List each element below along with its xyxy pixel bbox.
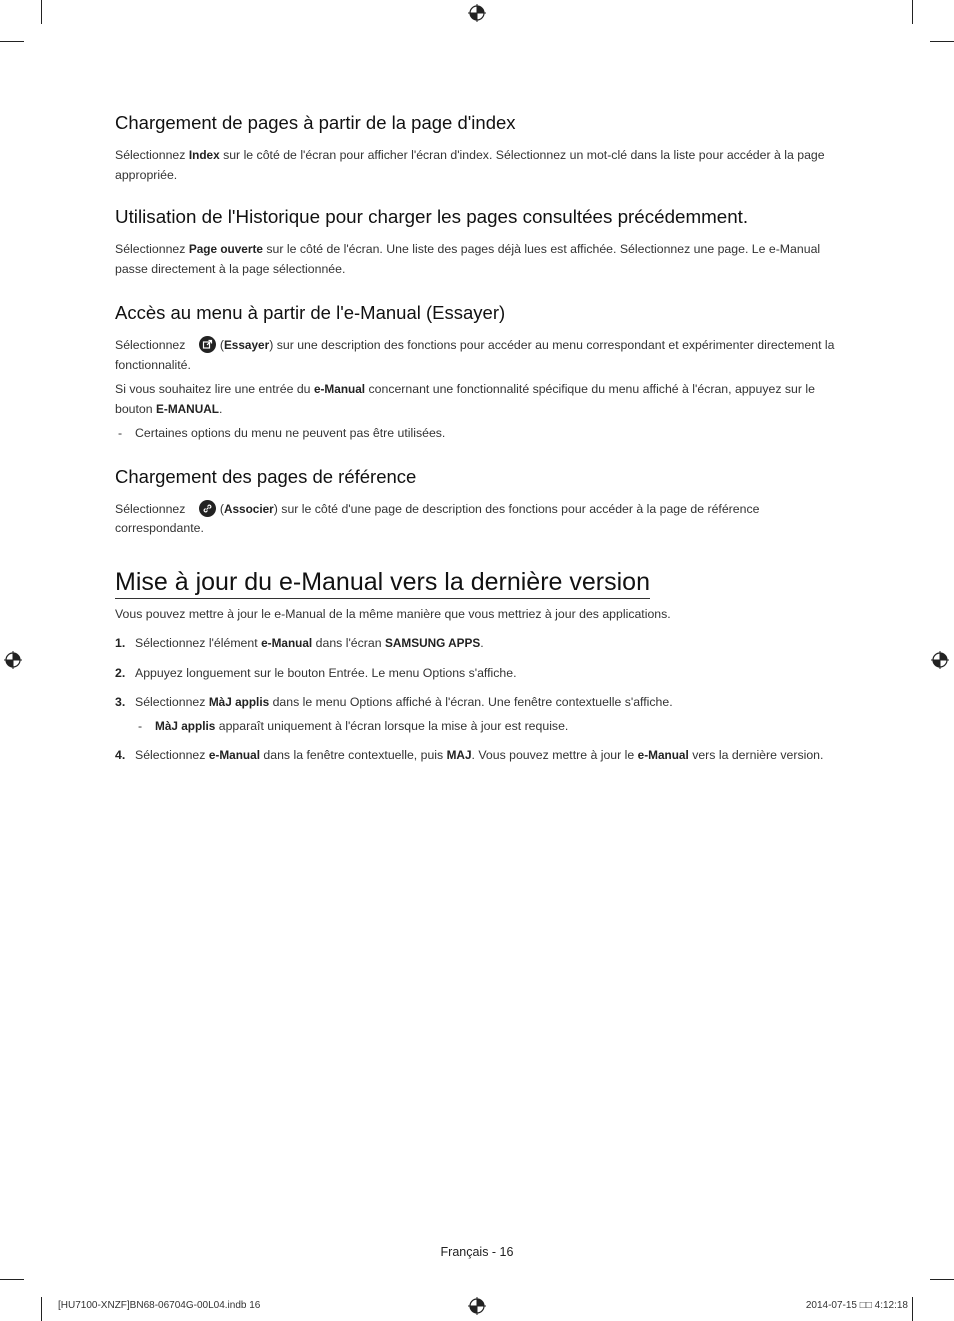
text: sur le côté de l'écran pour afficher l'écran d'index. Sélectionnez un mot-clé dans la liste pour accéder à la page appropriée.	[115, 148, 825, 182]
text: sur le côté de l'écran. Une liste des pages déjà lues est affichée. Sélectionnez une page. Le e-Manual passe directement à la page sélectionnée.	[115, 242, 821, 276]
crop-mark	[41, 0, 42, 24]
section-body-try-2	[115, 380, 835, 419]
maj-applis-term: MàJ applis	[208, 695, 270, 709]
section-title-index: Chargement de pages à partir de la page d'index	[115, 112, 516, 133]
text: dans le menu Options affiché à l'écran. Une fenêtre contextuelle s'affiche.	[269, 695, 673, 709]
text: Sélectionnez l'élément	[135, 636, 262, 650]
step-item	[115, 664, 835, 684]
text: Sélectionnez	[135, 695, 209, 709]
e-manual-term: e-Manual	[208, 748, 260, 762]
note-text: apparaît uniquement à l'écran lorsque la mise à jour est requise.	[215, 718, 569, 733]
step-item	[115, 693, 835, 736]
registration-mark-icon	[931, 651, 949, 669]
steps-list	[115, 634, 835, 766]
step-item	[115, 746, 835, 766]
registration-mark-icon	[468, 4, 486, 22]
text: Sélectionnez	[115, 148, 189, 162]
main-title: Mise à jour du e-Manual vers la dernière version	[115, 567, 650, 599]
link-icon	[199, 500, 216, 517]
step-number: 3.	[115, 695, 126, 709]
text: . Vous pouvez mettre à jour le	[471, 748, 638, 762]
note	[115, 424, 835, 444]
step-item	[115, 634, 835, 654]
section-title-try: Accès au menu à partir de l'e-Manual (Essayer)	[115, 302, 506, 323]
maj-applis-term: MàJ applis	[155, 718, 216, 733]
step-number: 4.	[115, 748, 126, 762]
text: Sélectionnez	[115, 501, 186, 516]
samsung-apps-term: SAMSUNG APPS	[384, 636, 481, 650]
crop-mark	[912, 1297, 913, 1321]
main-intro: Vous pouvez mettre à jour le e-Manual de la même manière que vous mettriez à jour des applications.	[115, 606, 671, 621]
section-title-reference: Chargement des pages de référence	[115, 465, 417, 487]
crop-mark	[0, 41, 24, 42]
text: Sélectionnez	[135, 748, 209, 762]
text: (	[216, 501, 224, 516]
page-content	[115, 110, 835, 766]
essayer-term: Essayer	[223, 338, 270, 352]
file-slug: [HU7100-XNZF]BN68-06704G-00L04.indb 16	[58, 1300, 261, 1311]
crop-mark	[930, 41, 954, 42]
text: Sélectionnez	[115, 242, 189, 256]
text: Sélectionnez	[115, 338, 186, 352]
main-title-wrap	[115, 567, 835, 599]
crop-mark	[912, 0, 913, 24]
e-manual-term: e-Manual	[261, 636, 313, 650]
e-manual-term: e-Manual	[313, 382, 366, 396]
section-body-reference	[115, 500, 835, 539]
text: Appuyez longuement sur le bouton Entrée. Le menu Options s'affiche.	[135, 665, 517, 680]
index-term: Index	[188, 148, 220, 162]
step-number: 2.	[115, 665, 126, 680]
section-body-history	[115, 240, 835, 279]
text: (	[216, 338, 224, 352]
text: dans la fenêtre contextuelle, puis	[259, 748, 447, 762]
text: Si vous souhaitez lire une entrée du	[115, 382, 314, 396]
text: concernant une fonctionnalité spécifique du menu affiché à l'écran, appuyez sur le bouton	[115, 382, 815, 416]
step-number: 1.	[115, 636, 126, 650]
section-title-history: Utilisation de l'Historique pour charger les pages consultées précédemment.	[115, 206, 749, 227]
text: ) sur une description des fonctions pour accéder au menu correspondant et expérimenter directement la fonctionnalité.	[115, 338, 835, 372]
crop-mark	[0, 1279, 24, 1280]
crop-mark	[930, 1279, 954, 1280]
registration-mark-icon	[4, 651, 22, 669]
e-manual-button-term: E-MANUAL	[156, 401, 219, 416]
crop-mark	[41, 1297, 42, 1321]
try-now-icon	[199, 336, 216, 353]
note-text: Certaines options du menu ne peuvent pas être utilisées.	[135, 426, 446, 440]
associer-term: Associer	[223, 501, 274, 516]
text: .	[480, 636, 484, 650]
note-dash: -	[118, 426, 123, 440]
step-note	[135, 717, 835, 737]
text: vers la dernière version.	[688, 748, 824, 762]
date-slug: 2014-07-15 □□ 4:12:18	[805, 1300, 908, 1311]
section-body-index	[115, 146, 835, 185]
note-dash: -	[138, 718, 143, 733]
registration-mark-icon	[468, 1297, 486, 1315]
text: .	[218, 401, 223, 416]
text: ) sur le côté d'une page de description des fonctions pour accéder à la page de référence correspondante.	[115, 501, 760, 535]
text: dans l'écran	[312, 636, 385, 650]
maj-term: MAJ	[446, 748, 472, 762]
page-ouverte-term: Page ouverte	[188, 242, 263, 256]
page-number: Français - 16	[440, 1245, 514, 1259]
section-body-try	[115, 336, 835, 375]
e-manual-term: e-Manual	[637, 748, 689, 762]
